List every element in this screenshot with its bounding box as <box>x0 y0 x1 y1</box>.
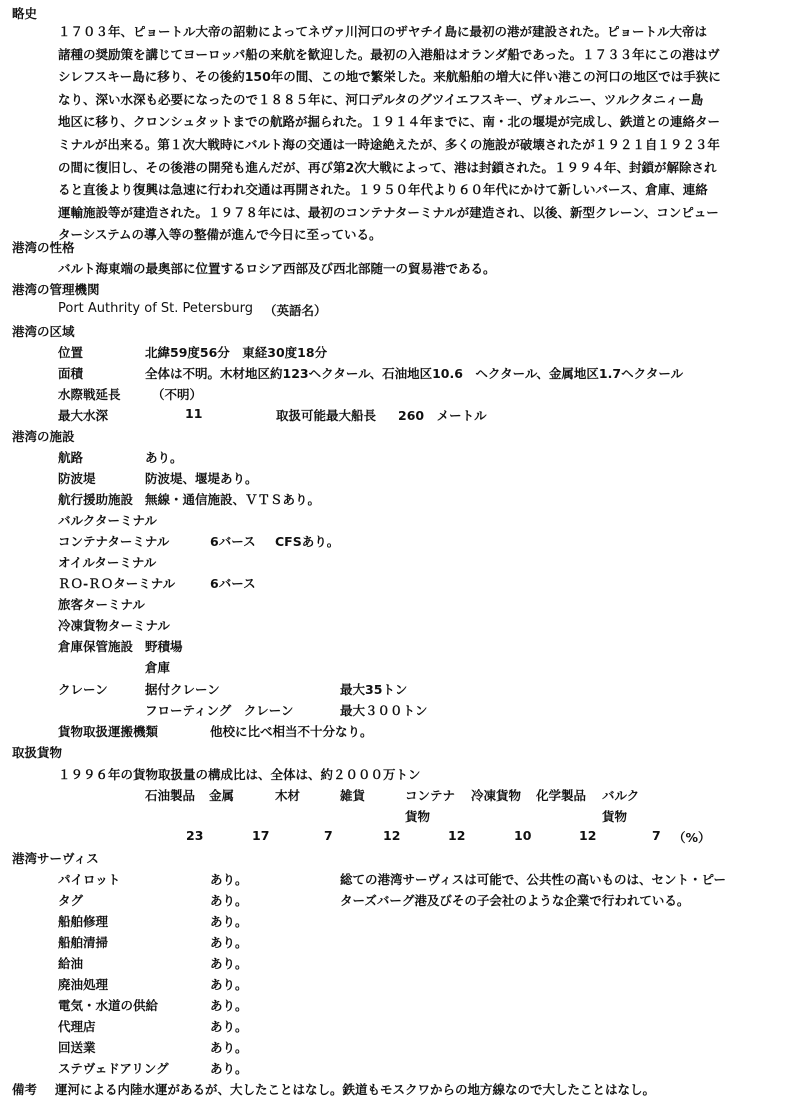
crane2-capacity: 最大３００トン <box>340 703 428 718</box>
service-label: 電気・水道の供給 <box>58 998 159 1013</box>
waterfront-label: 水際戦延長 <box>58 387 121 402</box>
cargo-label: バルク <box>602 788 640 803</box>
passenger-terminal-label: 旅客ターミナル <box>58 597 145 612</box>
history-line: １７０３年、ピョートル大帝の詔勅によってネヴァ川河口のザヤチイ島に最初の港が建設された。ピョートル大帝は <box>58 24 708 39</box>
cargo-label: 雑貨 <box>340 788 366 803</box>
handling-label: 貨物取扱運搬機類 <box>58 724 159 739</box>
depth-value: 11 <box>185 406 203 421</box>
container-cfs: CFSあり。 <box>275 534 340 549</box>
navaid-value: 無線・通信施設、ＶＴＳあり。 <box>145 492 321 507</box>
management-heading: 港湾の管理機関 <box>12 282 100 297</box>
cargo-sublabel: 貨物 <box>405 809 431 824</box>
services-note-line2: ターズバーグ港及びその子会社のような企業で行われている。 <box>340 893 690 908</box>
cargo-value: 7 <box>324 828 333 843</box>
service-label: 代理店 <box>58 1019 96 1034</box>
remarks-text: 運河による内陸水運があるが、大したことはなし。鉄道もモスクワからの地方線なので大したことはなし。 <box>55 1082 656 1097</box>
cargo-sublabel: 貨物 <box>602 809 628 824</box>
area-heading: 港湾の区域 <box>12 324 75 339</box>
history-line: ミナルが出来る。第１次大戦時にバルト海の交通は一時途絶えたが、多くの施設が破壊されたが１９２１自１９２３年 <box>58 136 720 152</box>
crane1-capacity: 最大35トン <box>340 682 408 697</box>
history-line: ターシステムの導入等の整備が進んで今日に至っている。 <box>58 227 382 243</box>
history-line: の間に復旧し、その後港の開発も進んだが、再び第2次大戦によって、港は封鎖された。１９９４年、封鎖が解除され <box>58 159 717 175</box>
service-value: あり。 <box>210 914 248 929</box>
services-note-line1: 総ての港湾サーヴィスは可能で、公共性の高いものは、セント・ピー <box>340 872 727 887</box>
cargo-value: 12 <box>448 828 466 843</box>
history-line: 運輸施設等が建造された。１９７８年には、最初のコンテナターミナルが建造され、以後、新型クレーン、コンピュー <box>58 204 719 220</box>
service-label: パイロット <box>58 872 121 887</box>
service-label: 給油 <box>58 956 84 971</box>
cargo-value: 12 <box>383 828 401 843</box>
channel-label: 航路 <box>58 450 84 465</box>
location-value: 北緯59度56分 東経30度18分 <box>145 345 328 360</box>
container-terminal-label: コンテナターミナル <box>58 534 170 549</box>
handling-value: 他校に比べ相当不十分なり。 <box>210 724 373 739</box>
cargo-value: 7 <box>652 828 661 843</box>
history-line: なり、深い水深も必要になったので１８８５年に、河口デルタのグツイエフスキー、ヴォルニー、ツルクタニィー島 <box>58 91 704 107</box>
history-paragraph <box>58 21 786 247</box>
service-label: 廃油処理 <box>58 977 109 992</box>
ship-length-label: 取扱可能最大船長 <box>276 408 377 423</box>
waterfront-value: （不明） <box>152 387 203 402</box>
character-text: バルト海東端の最奥部に位置するロシア西部及び西北部随一の貿易港である。 <box>58 261 496 276</box>
roro-terminal-label: ＲＯ-ＲＯターミナル <box>58 576 176 591</box>
cargo-label: 木材 <box>275 788 301 803</box>
cargo-value: 12 <box>579 828 597 843</box>
roro-berths: 6バース <box>210 576 256 591</box>
crane1-name: 据付クレーン <box>145 682 220 697</box>
cargo-unit: （%） <box>673 830 711 845</box>
service-value: あり。 <box>210 935 248 950</box>
cargo-label: 金属 <box>209 788 235 803</box>
management-note: （英語名） <box>264 303 327 318</box>
depth-label: 最大水深 <box>58 408 109 423</box>
service-label: 回送業 <box>58 1040 96 1055</box>
history-line: 諸種の奨励策を講じてヨーロッパ船の来航を歓迎した。最初の入港船はオランダ船であった。１７３３年にこの港はヴ <box>58 46 720 62</box>
container-berths: 6バース <box>210 534 256 549</box>
location-label: 位置 <box>58 345 84 360</box>
service-value: あり。 <box>210 956 248 971</box>
service-value: あり。 <box>210 1040 248 1055</box>
reefer-terminal-label: 冷凍貨物ターミナル <box>58 618 170 633</box>
service-value: あり。 <box>210 1019 248 1034</box>
storage-value-yard: 野積場 <box>145 639 183 654</box>
cargo-label: 石油製品 <box>145 788 196 803</box>
oil-terminal-label: オイルターミナル <box>58 555 157 570</box>
service-label: 船舶清掃 <box>58 935 109 950</box>
character-heading: 港湾の性格 <box>12 240 75 255</box>
cargo-heading: 取扱貨物 <box>12 745 63 760</box>
remarks-label: 備考 <box>12 1082 38 1097</box>
breakwater-label: 防波堤 <box>58 471 96 486</box>
service-label: ステヴェドアリング <box>58 1061 169 1076</box>
service-value: あり。 <box>210 893 248 908</box>
service-value: あり。 <box>210 977 248 992</box>
navaid-label: 航行援助施設 <box>58 492 134 507</box>
history-line: 地区に移り、クロンシュタットまでの航路が掘られた。１９１４年までに、南・北の堰堤が完成し、鉄道との連絡ター <box>58 114 720 130</box>
cargo-value: 23 <box>186 828 204 843</box>
crane2-name: フローティング クレーン <box>145 703 294 718</box>
storage-label: 倉庫保管施設 <box>58 639 134 654</box>
crane-label: クレーン <box>58 682 108 697</box>
cargo-label: コンテナ <box>405 788 456 803</box>
bulk-terminal-label: バルクターミナル <box>58 513 157 528</box>
area-value: 全体は不明。木材地区約123ヘクタール、石油地区10.6 ヘクタール、金属地区1.7ヘクタール <box>145 366 684 381</box>
facilities-heading: 港湾の施設 <box>12 429 75 444</box>
history-line: ると直後より復興は急速に行われ交通は再開された。１９５０年代より６０年代にかけて新しいバース、倉庫、連絡 <box>58 182 708 198</box>
cargo-label: 化学製品 <box>536 788 587 803</box>
cargo-label: 冷凍貨物 <box>471 788 522 803</box>
storage-value-warehouse: 倉庫 <box>145 660 171 675</box>
area-label: 面積 <box>58 366 84 381</box>
service-value: あり。 <box>210 872 248 887</box>
service-value: あり。 <box>210 998 248 1013</box>
history-line: シレフスキー島に移り、その後約150年の間、この地で繁栄した。来航船舶の増大に伴い港この河口の地区では手狭に <box>58 69 721 85</box>
management-name: Port Authrity of St. Petersburg <box>58 301 253 316</box>
service-label: 船舶修理 <box>58 914 109 929</box>
cargo-value: 10 <box>514 828 532 843</box>
history-heading: 略史 <box>12 6 38 21</box>
cargo-value: 17 <box>252 828 270 843</box>
cargo-intro: １９９６年の貨物取扱量の構成比は、全体は、約２０００万トン <box>58 767 421 782</box>
services-heading: 港湾サーヴィス <box>12 851 99 866</box>
breakwater-value: 防波堤、堰堤あり。 <box>145 471 258 486</box>
service-label: タグ <box>58 893 84 908</box>
channel-value: あり。 <box>145 450 183 465</box>
ship-length-value: 260 メートル <box>398 408 487 423</box>
service-value: あり。 <box>210 1061 248 1076</box>
